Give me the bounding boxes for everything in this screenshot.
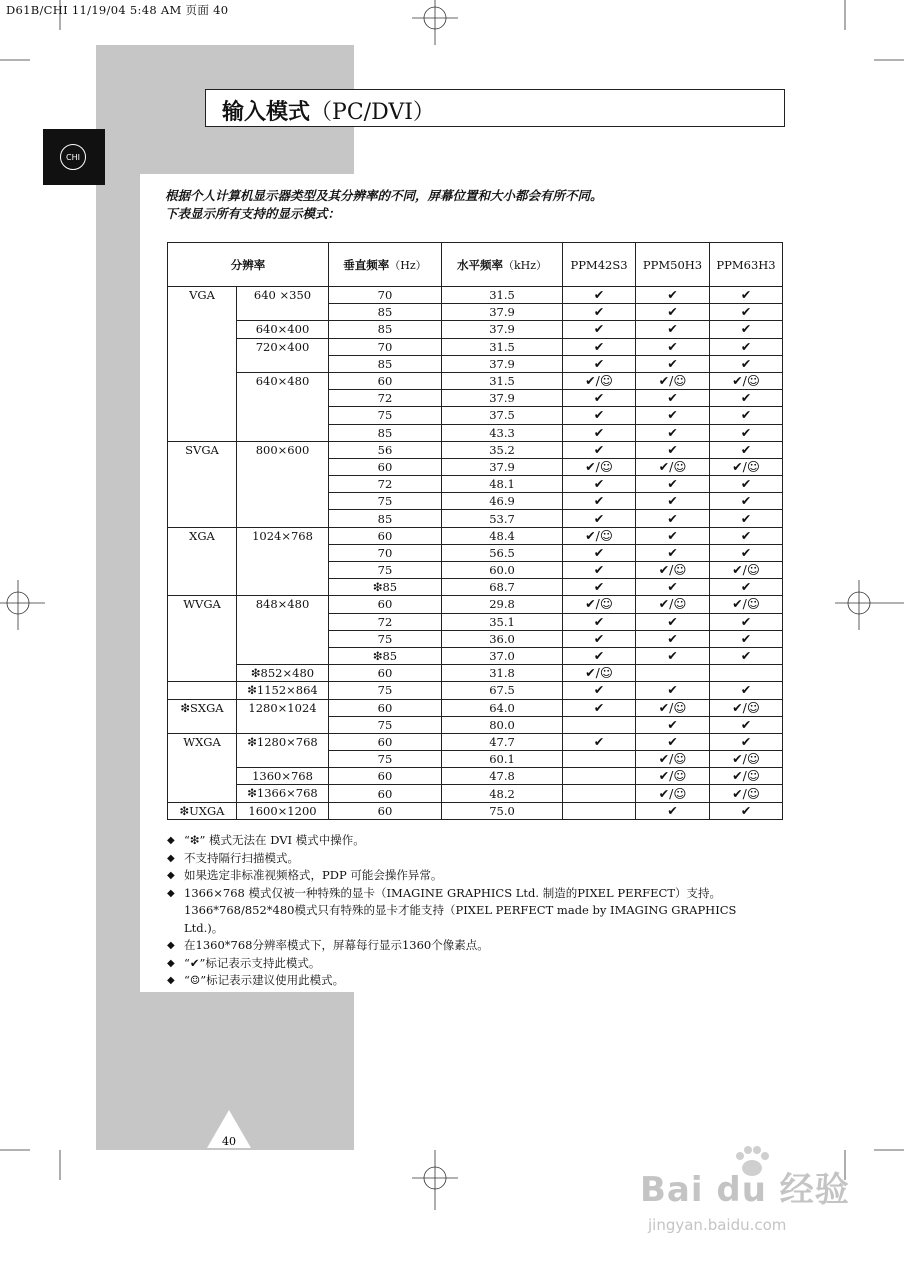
support-mark-cell: ✔ xyxy=(636,527,710,544)
title-main: 输入模式 xyxy=(222,100,311,125)
support-mark-cell: ✔/☺ xyxy=(636,751,710,768)
support-mark-cell: ✔/☺ xyxy=(563,458,636,475)
header-resolution: 分辨率 xyxy=(168,243,329,287)
vertical-frequency-cell: 75 xyxy=(329,716,442,733)
note-continuation: 1366*768/852*480模式只有特殊的显卡才能支持（PIXEL PERFECT made by IMAGING GRAPHICS xyxy=(184,903,737,917)
horizontal-frequency-cell: 67.5 xyxy=(442,682,563,699)
language-badge: CHI xyxy=(60,144,86,170)
horizontal-frequency-cell: 37.9 xyxy=(442,458,563,475)
resolution-cell: ❇1280×768 xyxy=(237,733,329,767)
page-number-marker xyxy=(205,1108,253,1150)
table-row xyxy=(168,699,783,716)
horizontal-frequency-cell: 35.2 xyxy=(442,441,563,458)
vertical-frequency-cell: ❇85 xyxy=(329,647,442,664)
resolution-cell: 800×600 xyxy=(237,441,329,527)
note-item: ◆ “☺”标记表示建议使用此模式。 xyxy=(167,973,345,987)
support-mark-cell xyxy=(563,716,636,733)
horizontal-frequency-cell: 43.3 xyxy=(442,424,563,441)
horizontal-frequency-cell: 75.0 xyxy=(442,802,563,819)
mode-cell xyxy=(168,682,237,699)
horizontal-frequency-cell: 60.1 xyxy=(442,751,563,768)
support-mark-cell: ✔ xyxy=(563,733,636,750)
support-mark-cell: ✔ xyxy=(710,338,783,355)
support-mark-cell: ✔ xyxy=(710,716,783,733)
support-mark-cell: ✔/☺ xyxy=(710,596,783,613)
resolution-cell: 1280×1024 xyxy=(237,699,329,733)
intro-text xyxy=(165,187,603,223)
vertical-frequency-cell: 85 xyxy=(329,304,442,321)
support-mark-cell: ✔/☺ xyxy=(710,562,783,579)
notes-list xyxy=(167,832,736,990)
horizontal-frequency-cell: 80.0 xyxy=(442,716,563,733)
note-item: ◆ 如果选定非标准视频格式，PDP 可能会操作异常。 xyxy=(167,868,443,882)
horizontal-frequency-cell: 48.2 xyxy=(442,785,563,802)
support-mark-cell: ✔ xyxy=(563,493,636,510)
support-mark-cell: ✔/☺ xyxy=(636,785,710,802)
support-mark-cell: ✔/☺ xyxy=(710,751,783,768)
support-mark-cell xyxy=(710,665,783,682)
support-mark-cell: ✔ xyxy=(563,321,636,338)
support-mark-cell: ✔ xyxy=(636,510,710,527)
vertical-frequency-cell: 75 xyxy=(329,630,442,647)
table-row xyxy=(168,596,783,613)
note-item: ◆ 不支持隔行扫描模式。 xyxy=(167,850,299,865)
vertical-frequency-cell: 85 xyxy=(329,424,442,441)
note-item: ◆ “✔”标记表示支持此模式。 xyxy=(167,955,321,970)
mode-cell: XGA xyxy=(168,527,237,596)
support-mark-cell: ✔ xyxy=(710,682,783,699)
horizontal-frequency-cell: 46.9 xyxy=(442,493,563,510)
support-mark-cell: ✔ xyxy=(636,647,710,664)
header-model: PPM50H3 xyxy=(636,243,710,287)
vertical-frequency-cell: 70 xyxy=(329,544,442,561)
vertical-frequency-cell: 75 xyxy=(329,407,442,424)
page-number: 40 xyxy=(222,1135,236,1148)
support-mark-cell: ✔ xyxy=(563,647,636,664)
header-horizontal: 水平频率（kHz） xyxy=(442,243,563,287)
intro-line-2: 下表显示所有支持的显示模式： xyxy=(165,206,341,221)
support-mark-cell: ✔ xyxy=(563,287,636,304)
title-sub: （PC/DVI） xyxy=(310,100,435,125)
support-mark-cell: ✔ xyxy=(710,441,783,458)
table-row xyxy=(168,441,783,458)
horizontal-frequency-cell: 37.9 xyxy=(442,321,563,338)
horizontal-frequency-cell: 37.9 xyxy=(442,355,563,372)
support-mark-cell: ✔/☺ xyxy=(636,458,710,475)
table-row xyxy=(168,802,783,819)
vertical-frequency-cell: 60 xyxy=(329,527,442,544)
horizontal-frequency-cell: 37.5 xyxy=(442,407,563,424)
title-box xyxy=(205,89,785,127)
language-tab xyxy=(43,129,105,185)
note-continuation: Ltd.)。 xyxy=(184,920,224,935)
support-mark-cell: ✔ xyxy=(636,613,710,630)
support-mark-cell: ✔ xyxy=(636,579,710,596)
watermark-url: jingyan.baidu.com xyxy=(648,1216,787,1234)
note-item: ◆ “❇” 模式无法在 DVI 模式中操作。 xyxy=(167,833,365,847)
resolution-cell: 1360×768 xyxy=(237,768,329,785)
support-mark-cell: ✔ xyxy=(710,802,783,819)
header-model: PPM42S3 xyxy=(563,243,636,287)
support-mark-cell: ✔ xyxy=(636,716,710,733)
support-mark-cell xyxy=(636,665,710,682)
note-item: ◆ 1366×768 模式仅被一种特殊的显卡（IMAGINE GRAPHICS Ltd. 制造的PIXEL PERFECT）支持。 xyxy=(167,885,721,900)
support-mark-cell: ✔ xyxy=(636,476,710,493)
support-mark-cell: ✔/☺ xyxy=(710,372,783,389)
watermark-logo: Bai du 经验 xyxy=(640,1170,850,1210)
support-mark-cell: ✔ xyxy=(636,424,710,441)
header-model: PPM63H3 xyxy=(710,243,783,287)
vertical-frequency-cell: 70 xyxy=(329,287,442,304)
support-mark-cell: ✔ xyxy=(563,476,636,493)
header-vertical: 垂直频率（Hz） xyxy=(329,243,442,287)
table-row xyxy=(168,338,783,355)
vertical-frequency-cell: 75 xyxy=(329,493,442,510)
support-mark-cell: ✔ xyxy=(710,527,783,544)
note-item: ◆ 在1360*768分辨率模式下，屏幕每行显示1360个像素点。 xyxy=(167,938,489,952)
vertical-frequency-cell: 60 xyxy=(329,768,442,785)
support-mark-cell: ✔ xyxy=(563,407,636,424)
vertical-frequency-cell: 60 xyxy=(329,596,442,613)
support-mark-cell: ✔ xyxy=(636,544,710,561)
support-mark-cell: ✔ xyxy=(563,390,636,407)
vertical-frequency-cell: 56 xyxy=(329,441,442,458)
support-mark-cell: ✔/☺ xyxy=(563,527,636,544)
resolution-cell: 720×400 xyxy=(237,338,329,372)
support-mark-cell: ✔ xyxy=(563,579,636,596)
horizontal-frequency-cell: 64.0 xyxy=(442,699,563,716)
support-mark-cell: ✔ xyxy=(710,647,783,664)
support-mark-cell: ✔ xyxy=(710,544,783,561)
support-mark-cell: ✔/☺ xyxy=(636,372,710,389)
support-mark-cell: ✔ xyxy=(636,630,710,647)
horizontal-frequency-cell: 31.5 xyxy=(442,372,563,389)
support-mark-cell: ✔ xyxy=(636,802,710,819)
support-mark-cell: ✔ xyxy=(563,441,636,458)
support-mark-cell: ✔/☺ xyxy=(636,768,710,785)
horizontal-frequency-cell: 48.1 xyxy=(442,476,563,493)
horizontal-frequency-cell: 47.8 xyxy=(442,768,563,785)
vertical-frequency-cell: 70 xyxy=(329,338,442,355)
vertical-frequency-cell: 85 xyxy=(329,510,442,527)
support-mark-cell: ✔ xyxy=(563,355,636,372)
support-mark-cell: ✔ xyxy=(636,441,710,458)
support-mark-cell: ✔ xyxy=(710,476,783,493)
mode-cell: ❇UXGA xyxy=(168,802,237,819)
support-mark-cell: ✔ xyxy=(636,304,710,321)
resolution-cell: 1600×1200 xyxy=(237,802,329,819)
support-mark-cell: ✔ xyxy=(563,630,636,647)
support-mark-cell: ✔/☺ xyxy=(563,596,636,613)
horizontal-frequency-cell: 31.5 xyxy=(442,338,563,355)
support-mark-cell: ✔ xyxy=(710,321,783,338)
mode-cell: WXGA xyxy=(168,733,237,802)
table-row xyxy=(168,372,783,389)
mode-cell: ❇SXGA xyxy=(168,699,237,733)
vertical-frequency-cell: 60 xyxy=(329,802,442,819)
mode-cell: WVGA xyxy=(168,596,237,682)
horizontal-frequency-cell: 47.7 xyxy=(442,733,563,750)
support-mark-cell: ✔ xyxy=(710,630,783,647)
support-mark-cell: ✔ xyxy=(636,682,710,699)
support-mark-cell: ✔ xyxy=(636,390,710,407)
horizontal-frequency-cell: 37.9 xyxy=(442,304,563,321)
horizontal-frequency-cell: 68.7 xyxy=(442,579,563,596)
vertical-frequency-cell: 85 xyxy=(329,355,442,372)
support-mark-cell: ✔ xyxy=(636,493,710,510)
support-mark-cell: ✔ xyxy=(636,355,710,372)
table-row xyxy=(168,665,783,682)
display-modes-table xyxy=(167,242,783,820)
support-mark-cell: ✔/☺ xyxy=(563,372,636,389)
vertical-frequency-cell: 72 xyxy=(329,390,442,407)
support-mark-cell xyxy=(563,785,636,802)
vertical-frequency-cell: 75 xyxy=(329,682,442,699)
support-mark-cell: ✔ xyxy=(710,424,783,441)
support-mark-cell: ✔ xyxy=(563,699,636,716)
support-mark-cell: ✔/☺ xyxy=(710,768,783,785)
resolution-cell: 640×480 xyxy=(237,372,329,441)
support-mark-cell: ✔ xyxy=(636,407,710,424)
support-mark-cell: ✔ xyxy=(710,579,783,596)
support-mark-cell: ✔ xyxy=(563,544,636,561)
table-row xyxy=(168,733,783,750)
support-mark-cell: ✔ xyxy=(710,733,783,750)
support-mark-cell: ✔ xyxy=(710,493,783,510)
vertical-frequency-cell: 72 xyxy=(329,476,442,493)
vertical-frequency-cell: 60 xyxy=(329,699,442,716)
resolution-cell: ❇1366×768 xyxy=(237,785,329,802)
support-mark-cell: ✔/☺ xyxy=(563,665,636,682)
support-mark-cell: ✔ xyxy=(636,287,710,304)
support-mark-cell: ✔ xyxy=(710,613,783,630)
support-mark-cell xyxy=(563,751,636,768)
support-mark-cell: ✔ xyxy=(710,355,783,372)
horizontal-frequency-cell: 48.4 xyxy=(442,527,563,544)
resolution-cell: 640 ×350 xyxy=(237,287,329,321)
resolution-cell: ❇1152×864 xyxy=(237,682,329,699)
page-title xyxy=(222,95,435,126)
horizontal-frequency-cell: 31.8 xyxy=(442,665,563,682)
table-row xyxy=(168,785,783,802)
horizontal-frequency-cell: 36.0 xyxy=(442,630,563,647)
table-row xyxy=(168,527,783,544)
horizontal-frequency-cell: 31.5 xyxy=(442,287,563,304)
resolution-cell: 1024×768 xyxy=(237,527,329,596)
support-mark-cell: ✔ xyxy=(563,338,636,355)
table-row xyxy=(168,682,783,699)
support-mark-cell: ✔ xyxy=(563,613,636,630)
vertical-frequency-cell: 60 xyxy=(329,372,442,389)
support-mark-cell: ✔ xyxy=(636,733,710,750)
vertical-frequency-cell: ❇85 xyxy=(329,579,442,596)
support-mark-cell: ✔ xyxy=(563,562,636,579)
horizontal-frequency-cell: 37.0 xyxy=(442,647,563,664)
horizontal-frequency-cell: 56.5 xyxy=(442,544,563,561)
support-mark-cell: ✔/☺ xyxy=(636,699,710,716)
vertical-frequency-cell: 60 xyxy=(329,665,442,682)
support-mark-cell: ✔ xyxy=(710,510,783,527)
horizontal-frequency-cell: 53.7 xyxy=(442,510,563,527)
vertical-frequency-cell: 60 xyxy=(329,785,442,802)
support-mark-cell: ✔/☺ xyxy=(636,562,710,579)
resolution-cell: 848×480 xyxy=(237,596,329,665)
support-mark-cell: ✔ xyxy=(563,510,636,527)
vertical-frequency-cell: 75 xyxy=(329,751,442,768)
horizontal-frequency-cell: 35.1 xyxy=(442,613,563,630)
mode-cell: VGA xyxy=(168,287,237,442)
support-mark-cell: ✔/☺ xyxy=(636,596,710,613)
resolution-cell: ❇852×480 xyxy=(237,665,329,682)
support-mark-cell: ✔ xyxy=(710,390,783,407)
intro-line-1: 根据个人计算机显示器类型及其分辨率的不同，屏幕位置和大小都会有所不同。 xyxy=(165,188,603,203)
table-row xyxy=(168,287,783,304)
support-mark-cell xyxy=(563,802,636,819)
mode-cell: SVGA xyxy=(168,441,237,527)
resolution-cell: 640×400 xyxy=(237,321,329,338)
support-mark-cell xyxy=(563,768,636,785)
vertical-frequency-cell: 60 xyxy=(329,733,442,750)
horizontal-frequency-cell: 37.9 xyxy=(442,390,563,407)
support-mark-cell: ✔ xyxy=(636,321,710,338)
horizontal-frequency-cell: 29.8 xyxy=(442,596,563,613)
support-mark-cell: ✔ xyxy=(563,424,636,441)
horizontal-frequency-cell: 60.0 xyxy=(442,562,563,579)
support-mark-cell: ✔/☺ xyxy=(710,458,783,475)
support-mark-cell: ✔ xyxy=(636,338,710,355)
table-header-row xyxy=(168,243,783,287)
support-mark-cell: ✔ xyxy=(710,407,783,424)
support-mark-cell: ✔ xyxy=(710,304,783,321)
support-mark-cell: ✔ xyxy=(563,682,636,699)
table-row xyxy=(168,768,783,785)
vertical-frequency-cell: 85 xyxy=(329,321,442,338)
support-mark-cell: ✔ xyxy=(710,287,783,304)
watermark xyxy=(640,1138,860,1248)
vertical-frequency-cell: 60 xyxy=(329,458,442,475)
print-header: D61B/CHI 11/19/04 5:48 AM 页面 40 xyxy=(6,3,229,17)
support-mark-cell: ✔/☺ xyxy=(710,785,783,802)
table-row xyxy=(168,321,783,338)
vertical-frequency-cell: 75 xyxy=(329,562,442,579)
support-mark-cell: ✔ xyxy=(563,304,636,321)
support-mark-cell: ✔/☺ xyxy=(710,699,783,716)
vertical-frequency-cell: 72 xyxy=(329,613,442,630)
